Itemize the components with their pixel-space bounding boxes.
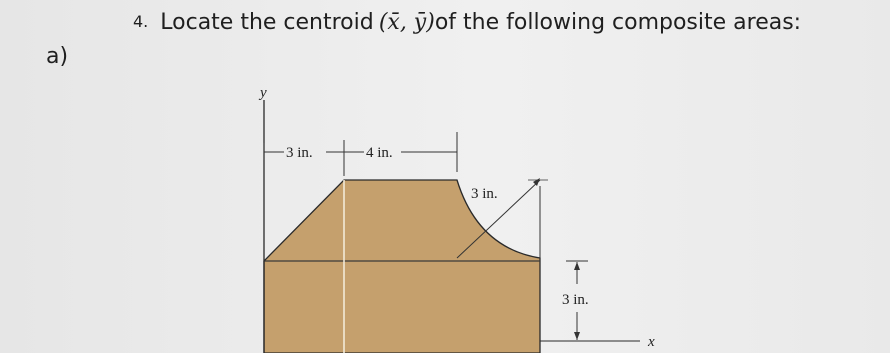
composite-area-fill — [264, 180, 540, 353]
x-axis-label: x — [648, 334, 655, 350]
dim-label-height: 3 in. — [562, 292, 589, 308]
question-text-after: of the following composite areas: — [434, 10, 802, 35]
height-dim-arrow-bottom — [574, 332, 580, 340]
y-axis-label: y — [260, 85, 267, 101]
dim-label-top-right: 4 in. — [366, 145, 393, 161]
question-number: 4. — [133, 12, 149, 31]
centroid-symbol: (x̄, ȳ) — [378, 10, 435, 35]
height-dim-arrow-top — [574, 262, 580, 270]
part-label: a) — [46, 44, 69, 69]
dim-label-top-left: 3 in. — [286, 145, 313, 161]
question-text-before: Locate the centroid — [160, 10, 374, 35]
dim-label-arc: 3 in. — [471, 186, 498, 202]
arc-radius-arrowhead — [533, 178, 540, 186]
